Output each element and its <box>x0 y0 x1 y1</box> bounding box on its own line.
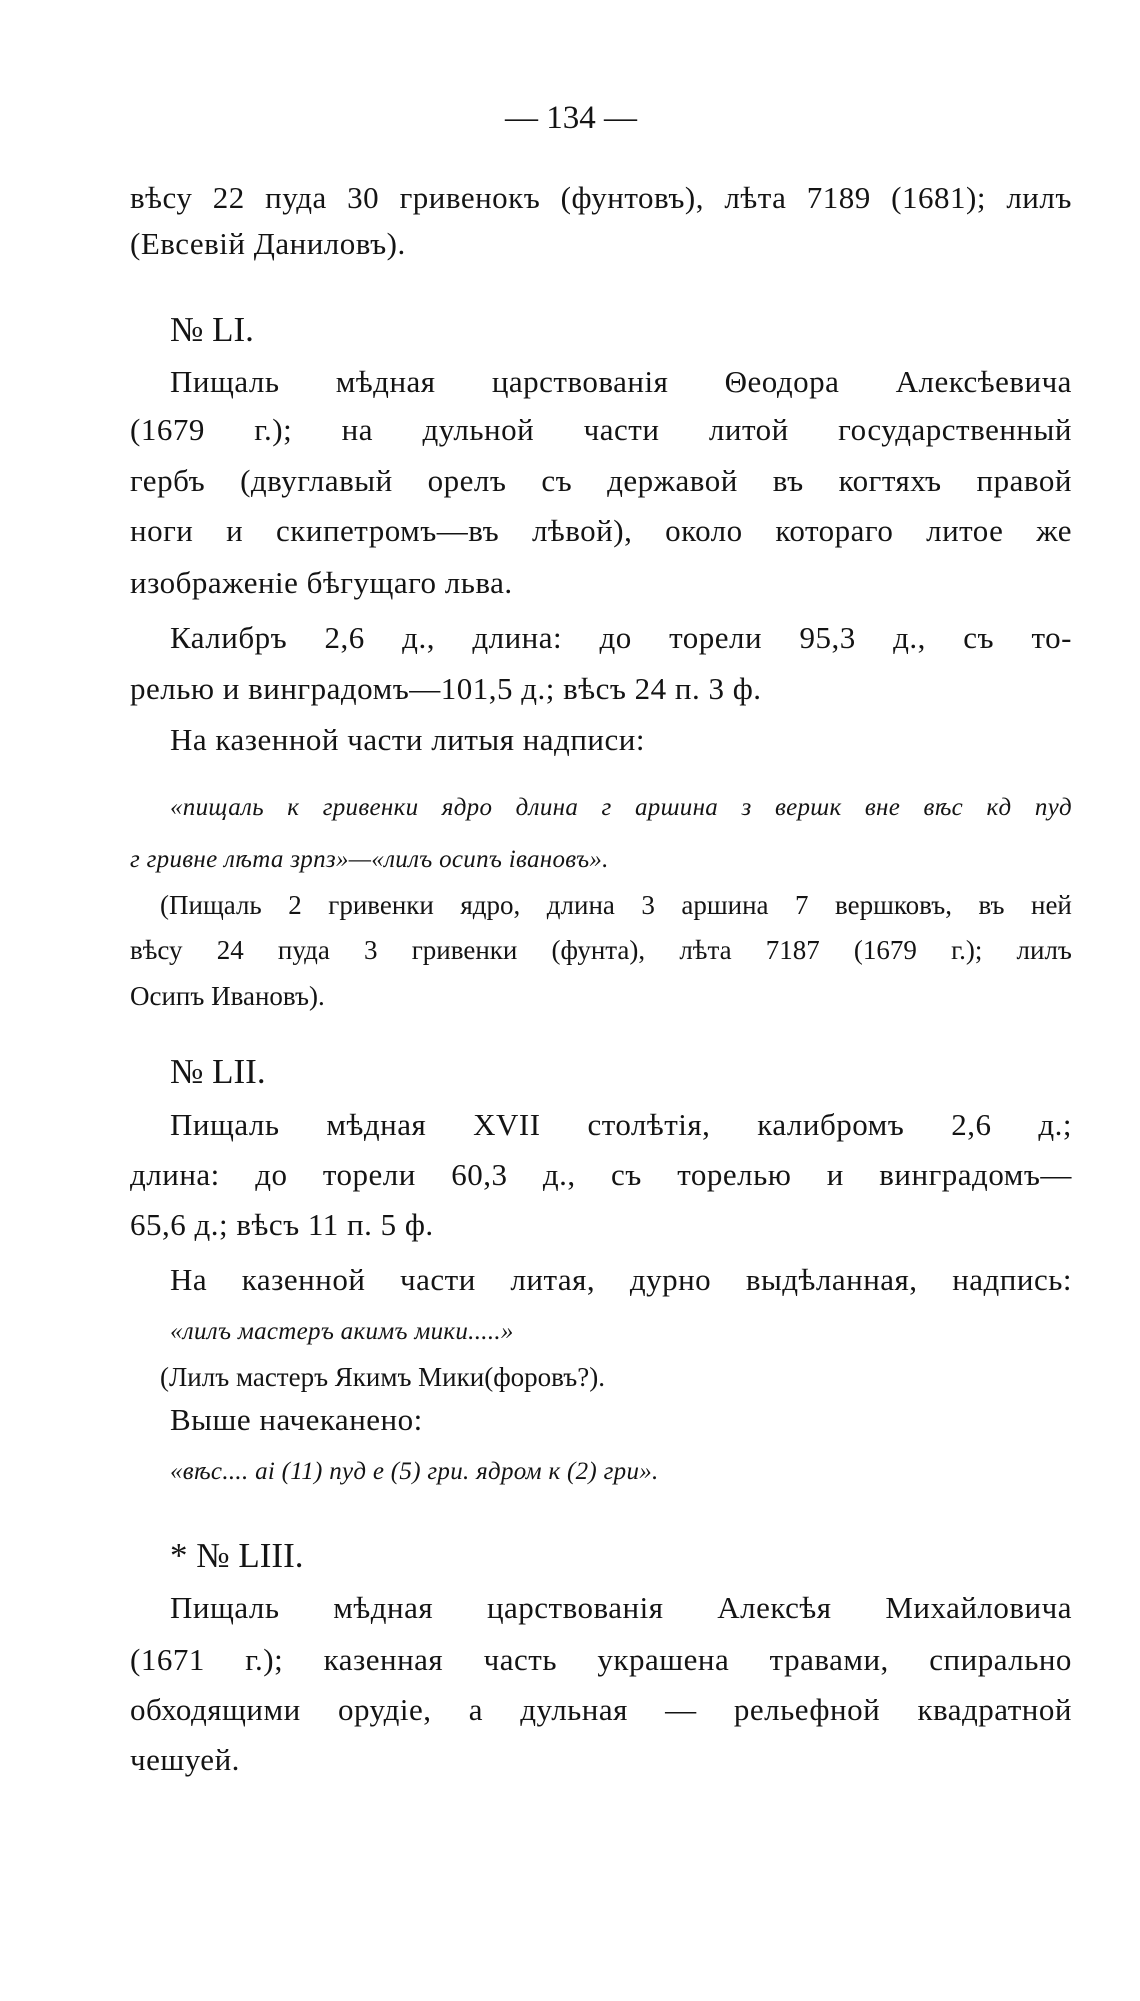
word: Калибръ <box>170 620 288 655</box>
text-line <box>130 1692 1072 1728</box>
text-line: (Евсевій Даниловъ). <box>130 226 406 261</box>
text-line: Осипъ Ивановъ). <box>130 981 325 1011</box>
word: украшена <box>597 1642 730 1677</box>
text-line <box>170 364 1072 400</box>
word: въ <box>978 890 1005 920</box>
word: вѣсу <box>130 935 183 965</box>
text-line: Выше начеканено: <box>170 1402 423 1437</box>
word: 30 <box>347 180 380 215</box>
word: з <box>741 794 752 821</box>
text-line: релью и винградомъ—101,5 д.; вѣсъ 24 п. 3 ф. <box>130 671 762 706</box>
text-line <box>130 935 1072 966</box>
word: а <box>468 1692 484 1727</box>
word: лилъ <box>1006 180 1072 215</box>
word: надпись: <box>952 1262 1072 1297</box>
word: 95,3 <box>799 620 856 655</box>
word: скипетромъ—въ <box>276 513 500 548</box>
word: д., <box>542 1157 576 1192</box>
text-line <box>130 513 1072 549</box>
text-line <box>130 1157 1072 1193</box>
text-line: чешуей. <box>130 1742 240 1777</box>
text-line <box>130 412 1072 448</box>
word: длина: <box>130 1157 220 1192</box>
word: (1681); <box>891 180 986 215</box>
word: литая, <box>510 1262 596 1297</box>
word: длина <box>546 890 615 920</box>
word: лилъ <box>1016 935 1072 965</box>
text-line: На казенной части литыя надписи: <box>170 722 645 757</box>
word: и <box>226 513 244 548</box>
word: (1679 <box>853 935 917 965</box>
word: лѣта <box>724 180 787 215</box>
word: орелъ <box>427 463 507 498</box>
word: длина: <box>472 620 563 655</box>
word: около <box>665 513 743 548</box>
word: Михайловича <box>885 1590 1072 1625</box>
word: вѣсу <box>130 180 193 215</box>
word: Θеодора <box>724 364 840 399</box>
word: Пищаль <box>170 1107 280 1142</box>
word: пуд <box>1034 794 1072 821</box>
word: державой <box>607 463 738 498</box>
word: въ <box>772 463 804 498</box>
word: казенная <box>323 1642 444 1677</box>
page-number: — 134 — <box>505 100 637 136</box>
word: орудіе, <box>337 1692 432 1727</box>
word: 7187 <box>765 935 820 965</box>
word: мѣдная <box>326 1107 427 1142</box>
word: На <box>170 1262 208 1297</box>
word: длина <box>515 794 579 821</box>
word: д.; <box>1038 1107 1072 1142</box>
word: гербъ <box>130 463 206 498</box>
word: «пищаль <box>170 794 264 821</box>
word: пуда <box>277 935 330 965</box>
word: 7 <box>795 890 809 920</box>
word: то- <box>1031 620 1072 655</box>
word: Алексѣевича <box>895 364 1072 399</box>
word: и <box>826 1157 844 1192</box>
word: пуда <box>265 180 327 215</box>
text-line <box>170 1107 1072 1143</box>
word: аршина <box>681 890 769 920</box>
word: квадратной <box>917 1692 1072 1727</box>
text-line <box>160 890 1072 921</box>
church-slavonic-inscription-line: «вѣс.... аі (11) пуд е (5) гри. ядром к (2) гри». <box>170 1458 659 1485</box>
word: вне <box>864 794 901 821</box>
word: 24 <box>216 935 244 965</box>
word: кд <box>986 794 1012 821</box>
word: дульной <box>422 412 535 447</box>
word: 3 <box>364 935 378 965</box>
word: 2 <box>288 890 302 920</box>
word: гривенки <box>411 935 518 965</box>
word: (фунтовъ), <box>560 180 704 215</box>
word: г.); <box>254 412 293 447</box>
word: казенной <box>241 1262 366 1297</box>
word: когтяхъ <box>838 463 942 498</box>
word: (1671 <box>130 1642 205 1677</box>
word: мѣдная <box>333 1590 434 1625</box>
word: — <box>665 1692 697 1727</box>
word: аршина <box>635 794 719 821</box>
word: котораго <box>775 513 894 548</box>
word: рельефной <box>733 1692 881 1727</box>
church-slavonic-inscription-line: г гривне лѣта зрпз»—«лилъ осипъ івановъ». <box>130 846 609 873</box>
word: (1679 <box>130 412 205 447</box>
word: ноги <box>130 513 194 548</box>
word: до <box>255 1157 288 1192</box>
word: торели <box>669 620 763 655</box>
word: части <box>583 412 660 447</box>
text-line: (Лилъ мастеръ Якимъ Мики(форовъ?). <box>160 1362 605 1392</box>
word: мѣдная <box>335 364 436 399</box>
word: винградомъ— <box>879 1157 1072 1192</box>
word: столѣтія, <box>587 1107 711 1142</box>
word: травами, <box>769 1642 889 1677</box>
church-slavonic-inscription-line: «лилъ мастеръ акимъ мики.....» <box>170 1318 514 1345</box>
word: выдѣланная, <box>745 1262 918 1297</box>
word: лѣта <box>679 935 732 965</box>
word: дульная <box>520 1692 628 1727</box>
word: д., <box>402 620 435 655</box>
word: гривенокъ <box>399 180 541 215</box>
section-heading: № LI. <box>170 310 254 349</box>
word: гривенки <box>322 794 419 821</box>
word: д., <box>893 620 926 655</box>
word: части <box>400 1262 476 1297</box>
word: г.); <box>951 935 983 965</box>
text-line <box>130 1642 1072 1678</box>
word: (Пищаль <box>160 890 262 920</box>
word: царствованія <box>491 364 669 399</box>
word: на <box>341 412 374 447</box>
word: литое <box>926 513 1004 548</box>
word: гривенки <box>328 890 434 920</box>
word: торели <box>322 1157 416 1192</box>
word: 60,3 <box>451 1157 508 1192</box>
word: (двуглавый <box>240 463 393 498</box>
word: же <box>1036 513 1072 548</box>
text-line <box>170 1262 1072 1298</box>
word: часть <box>483 1642 557 1677</box>
word: торелью <box>677 1157 792 1192</box>
word: ядро <box>441 794 493 821</box>
text-line <box>170 620 1072 656</box>
word: 3 <box>641 890 655 920</box>
word: 22 <box>212 180 245 215</box>
word: царствованія <box>486 1590 664 1625</box>
word: Алексѣя <box>717 1590 832 1625</box>
word: ядро, <box>460 890 521 920</box>
church-slavonic-inscription-line <box>170 794 1072 822</box>
word: XVII <box>473 1107 541 1142</box>
word: (фунта), <box>551 935 646 965</box>
text-line <box>170 1590 1072 1626</box>
word: вершк <box>774 794 842 821</box>
word: 2,6 <box>324 620 365 655</box>
word: до <box>599 620 632 655</box>
word: Пищаль <box>170 364 280 399</box>
word: г.); <box>245 1642 284 1677</box>
text-line <box>130 463 1072 499</box>
word: вѣс <box>923 794 964 821</box>
word: съ <box>611 1157 642 1192</box>
word: съ <box>541 463 573 498</box>
word: лѣвой), <box>531 513 633 548</box>
text-line: 65,6 д.; вѣсъ 11 п. 5 ф. <box>130 1207 434 1242</box>
word: обходящими <box>130 1692 301 1727</box>
word: съ <box>963 620 995 655</box>
word: калибромъ <box>757 1107 905 1142</box>
word: Пищаль <box>170 1590 280 1625</box>
word: правой <box>976 463 1072 498</box>
word: спирально <box>929 1642 1072 1677</box>
word: дурно <box>629 1262 712 1297</box>
word: 7189 <box>806 180 871 215</box>
word: вершковъ, <box>835 890 952 920</box>
word: литой <box>708 412 789 447</box>
text-line: изображеніе бѣгущаго льва. <box>130 565 513 600</box>
word: 2,6 <box>951 1107 992 1142</box>
word: г <box>601 794 612 821</box>
section-heading: № LII. <box>170 1052 266 1091</box>
word: ней <box>1031 890 1072 920</box>
text-line <box>130 180 1072 216</box>
word: государственный <box>838 412 1072 447</box>
word: к <box>287 794 300 821</box>
section-heading: * № LIII. <box>170 1536 304 1575</box>
